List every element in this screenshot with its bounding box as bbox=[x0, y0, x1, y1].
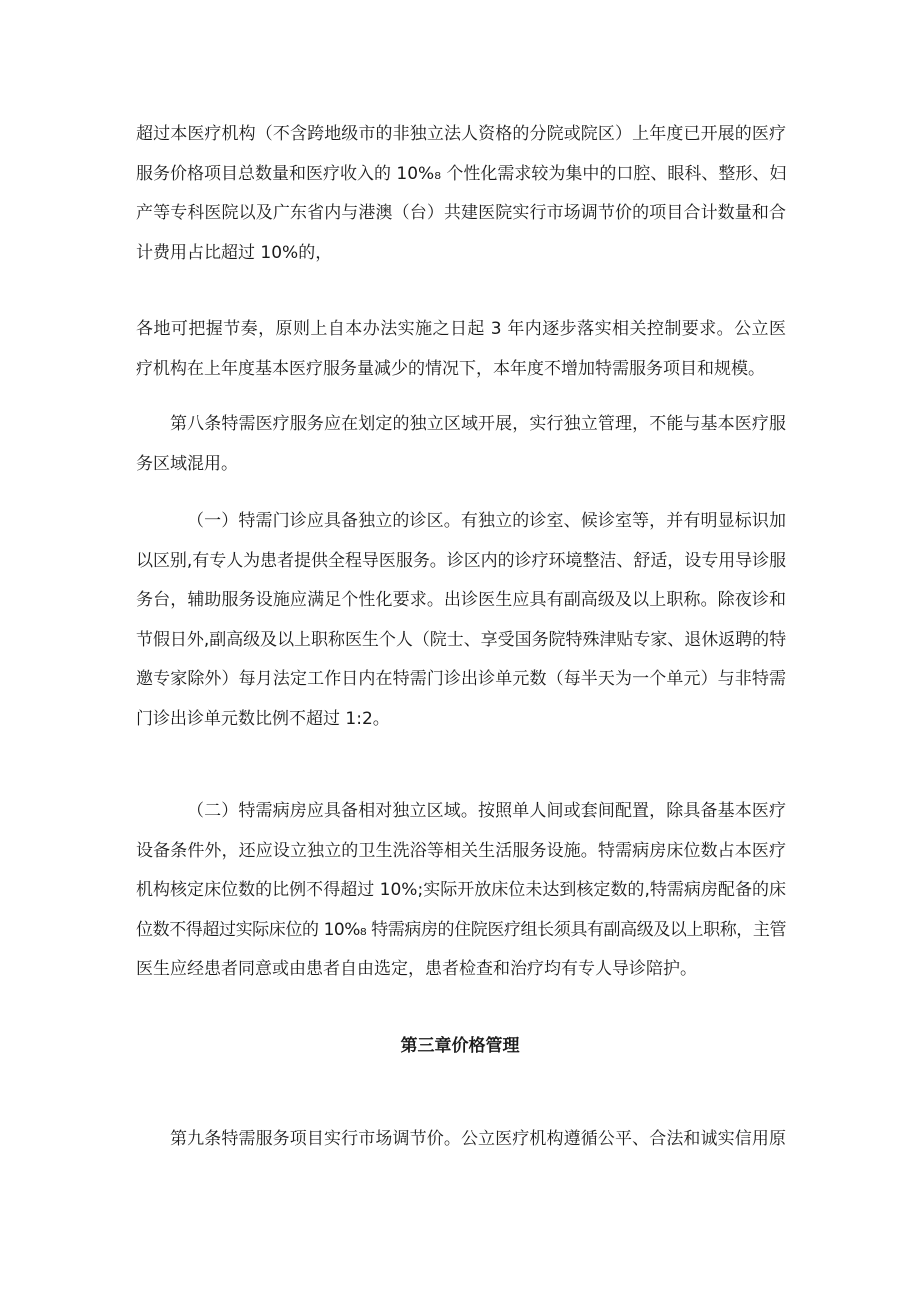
paragraph-line: 服务价格项目总数量和医疗收入的 10%₈ 个性化需求较为集中的口腔、眼科、整形、妇 bbox=[136, 163, 787, 184]
paragraph-line: 门诊出诊单元数比例不超过 1:2。 bbox=[136, 708, 390, 729]
paragraph-line: 产等专科医院以及广东省内与港澳（台）共建医院实行市场调节价的项目合计数量和合 bbox=[136, 203, 786, 223]
paragraph-line: 第九条特需服务项目实行市场调节价。公立医疗机构遵循公平、合法和诚实信用原 bbox=[170, 1129, 786, 1149]
paragraph-line: 务区域混用。 bbox=[136, 453, 238, 474]
paragraph-line: 机构核定床位数的比例不得超过 10%;实际开放床位未达到核定数的,特需病房配备的床 bbox=[136, 880, 786, 900]
paragraph-line: 位数不得超过实际床位的 10%₈ 特需病房的住院医疗组长须具有副高级及以上职称，主管 bbox=[136, 919, 786, 940]
paragraph-line: 超过本医疗机构（不含跨地级市的非独立法人资格的分院或院区）上年度已开展的医疗 bbox=[136, 124, 786, 144]
paragraph-2 bbox=[136, 310, 786, 389]
paragraph-line: 各地可把握节奏，原则上自本办法实施之日起 3 年内逐步落实相关控制要求。公立医 bbox=[136, 319, 786, 339]
paragraph-line: 设备条件外，还应设立独立的卫生洗浴等相关生活服务设施。特需病房床位数占本医疗 bbox=[136, 840, 786, 861]
article-9 bbox=[136, 1120, 786, 1160]
paragraph-line: 以区别,有专人为患者提供全程导医服务。诊区内的诊疗环境整洁、舒适，设专用导诊服 bbox=[136, 550, 786, 571]
paragraph-line: 邀专家除外）每月法定工作日内在特需门诊出诊单元数（每半天为一个单元）与非特需 bbox=[136, 669, 786, 689]
paragraph-line: （一）特需门诊应具备独立的诊区。有独立的诊室、候诊室等，并有明显标识加 bbox=[187, 511, 786, 531]
paragraph-line: 医生应经患者同意或由患者自由选定，患者检查和治疗均有专人导诊陪护。 bbox=[136, 959, 697, 979]
paragraph-line: 计费用占比超过 10%的， bbox=[136, 242, 333, 263]
chapter-title: 第三章价格管理 bbox=[400, 1036, 520, 1056]
clause-2 bbox=[136, 792, 786, 990]
paragraph-line: （二）特需病房应具备相对独立区域。按照单人间或套间配置，除具备基本医疗 bbox=[187, 801, 786, 821]
paragraph-line: 疗机构在上年度基本医疗服务量减少的情况下，本年度不增加特需服务项目和规模。 bbox=[136, 358, 765, 379]
clause-1 bbox=[136, 502, 786, 739]
paragraph-line: 节假日外,副高级及以上职称医生个人（院士、享受国务院特殊津贴专家、退休返聘的特 bbox=[136, 629, 786, 650]
paragraph-line: 务台，辅助服务设施应满足个性化要求。出诊医生应具有副高级及以上职称。除夜诊和 bbox=[136, 590, 786, 610]
paragraph-1 bbox=[136, 115, 786, 273]
article-8 bbox=[136, 405, 786, 484]
paragraph-line: 第八条特需医疗服务应在划定的独立区域开展，实行独立管理，不能与基本医疗服 bbox=[170, 414, 786, 434]
